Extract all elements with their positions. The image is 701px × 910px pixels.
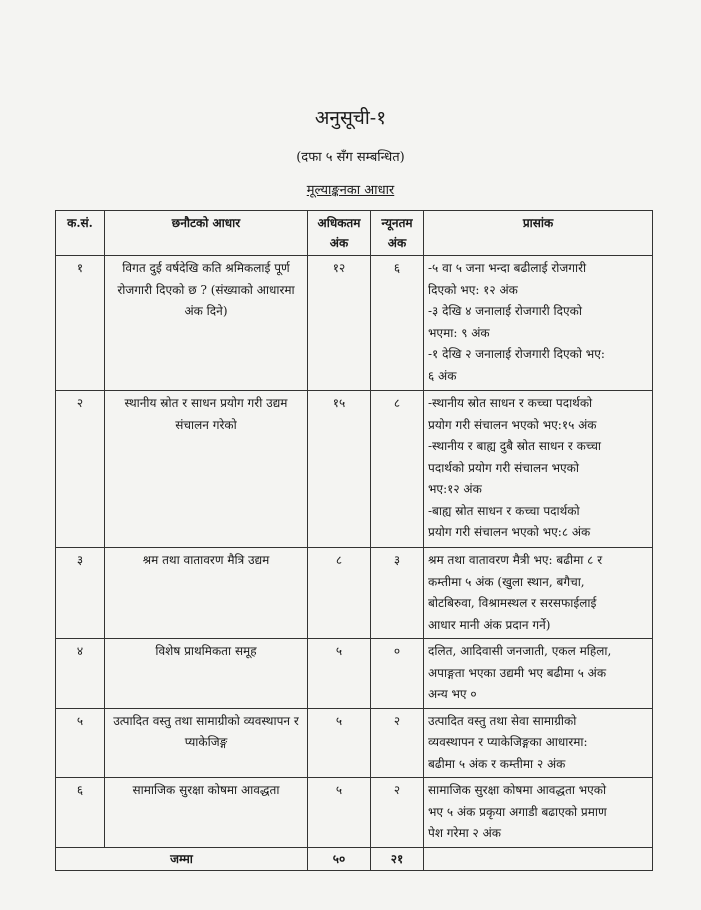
header-max (308, 211, 371, 256)
score-line: -५ वा ५ जना भन्दा बढीलाई रोजगारी (428, 261, 587, 275)
row-sn: १ (56, 256, 105, 391)
table-row (56, 778, 653, 848)
row-score (424, 548, 653, 639)
row-score (424, 391, 653, 548)
score-line: -स्थानीय स्रोत साधन र कच्चा पदार्थको (428, 396, 593, 410)
row-basis: सामाजिक सुरक्षा कोषमा आवद्धता (105, 778, 308, 848)
row-basis: श्रम तथा वातावरण मैत्रि उद्यम (105, 548, 308, 639)
score-line: बोटबिरुवा, विश्रामस्थल र सरसफाईलाई (428, 596, 597, 610)
row-sn: ६ (56, 778, 105, 848)
score-line: अपाङ्गता भएका उद्यमी भए बढीमा ५ अंक (428, 665, 607, 680)
row-score (424, 778, 653, 848)
table-row (56, 391, 653, 548)
header-max-line2: अंक (329, 236, 349, 250)
row-max: ५ (308, 708, 371, 778)
row-score (424, 639, 653, 709)
row-basis: उत्पादित वस्तु तथा सामाग्रीको व्यवस्थापन र प्याकेजिङ्ग (105, 708, 308, 778)
row-max: १५ (308, 391, 371, 548)
row-max: १२ (308, 256, 371, 391)
page-title: अनुसूची-१ (314, 107, 387, 129)
score-line: दिएको भए: १२ अंक (428, 282, 518, 297)
score-line: अन्य भए ० (428, 687, 477, 701)
row-basis: विशेष प्राथमिकता समूह (105, 639, 308, 709)
header-sn: क.सं. (56, 211, 105, 256)
row-basis: विगत दुई वर्षदेखि कति श्रमिकलाई पूर्ण रोजगारी दिएको छ ? (संख्याको आधारमा अंक दिने) (105, 256, 308, 391)
score-line: आधार मानी अंक प्रदान गर्ने) (428, 617, 551, 632)
score-line: व्यवस्थापन र प्याकेजिङ्गका आधारमा: (428, 735, 588, 749)
score-line: कम्तीमा ५ अंक (खुला स्थान, बगैचा, (428, 574, 585, 589)
row-min: ६ (371, 256, 424, 391)
header-min (371, 211, 424, 256)
row-min: ० (371, 639, 424, 709)
score-line: -स्थानीय र बाह्य दुबै स्रोत साधन र कच्चा (428, 439, 602, 453)
score-line: -३ देखि ४ जनालाई रोजगारी दिएको (428, 304, 582, 318)
score-line: सामाजिक सुरक्षा कोषमा आवद्धता भएको (428, 783, 607, 797)
header-min-line1: न्यूनतम (381, 216, 413, 230)
total-min: २१ (371, 847, 424, 870)
score-line: पेश गरेमा २ अंक (428, 826, 501, 840)
score-line: भए:१२ अंक (428, 482, 482, 496)
score-line: उत्पादित वस्तु तथा सेवा सामाग्रीको (428, 713, 577, 728)
total-max: ५० (308, 847, 371, 870)
row-min: ८ (371, 391, 424, 548)
score-line: पदार्थको प्रयोग गरी संचालन भएको (428, 460, 580, 475)
score-line: -बाह्य स्रोत साधन र कच्चा पदार्थको (428, 503, 580, 518)
score-line: प्रयोग गरी संचालन भएको भए:८ अंक (428, 525, 591, 539)
row-sn: ३ (56, 548, 105, 639)
row-max: ५ (308, 639, 371, 709)
total-label: जम्मा (56, 847, 308, 870)
total-score (424, 847, 653, 870)
table-row (56, 256, 653, 391)
score-line: ६ अंक (428, 368, 457, 383)
section-heading-text: मूल्याङ्कनका आधार (306, 183, 395, 198)
score-line: -१ देखि २ जनालाई रोजगारी दिएको भए: (428, 347, 605, 361)
row-min: ३ (371, 548, 424, 639)
row-basis: स्थानीय स्रोत र साधन प्रयोग गरी उद्यम संचालन गरेको (105, 391, 308, 548)
row-min: २ (371, 778, 424, 848)
row-max: ८ (308, 548, 371, 639)
score-line: भएमा: ९ अंक (428, 325, 490, 340)
evaluation-table (55, 210, 653, 871)
score-line: बढीमा ५ अंक र कम्तीमा २ अंक (428, 756, 566, 771)
page-subtitle: (दफा ५ सँग सम्बन्धित) (296, 150, 405, 165)
header-min-line2: अंक (387, 236, 407, 250)
row-score (424, 256, 653, 391)
header-max-line1: अधिकतम (317, 216, 361, 230)
score-line: भए ५ अंक प्रकृया अगाडी बढाएको प्रमाण (428, 804, 607, 819)
header-score: प्रासांक (424, 211, 653, 256)
row-max: ५ (308, 778, 371, 848)
row-min: २ (371, 708, 424, 778)
table-total-row (56, 847, 653, 870)
row-score (424, 708, 653, 778)
table-row (56, 708, 653, 778)
score-line: दलित, आदिवासी जनजाती, एकल महिला, (428, 644, 612, 658)
table-row (56, 548, 653, 639)
row-sn: ५ (56, 708, 105, 778)
section-heading (0, 180, 701, 198)
table-row (56, 639, 653, 709)
row-sn: २ (56, 391, 105, 548)
row-sn: ४ (56, 639, 105, 709)
header-basis: छनौटको आधार (105, 211, 308, 256)
score-line: प्रयोग गरी संचालन भएको भए:१५ अंक (428, 417, 597, 432)
table-header-row (56, 211, 653, 256)
score-line: श्रम तथा वातावरण मैत्री भए: बढीमा ८ र (428, 553, 603, 567)
